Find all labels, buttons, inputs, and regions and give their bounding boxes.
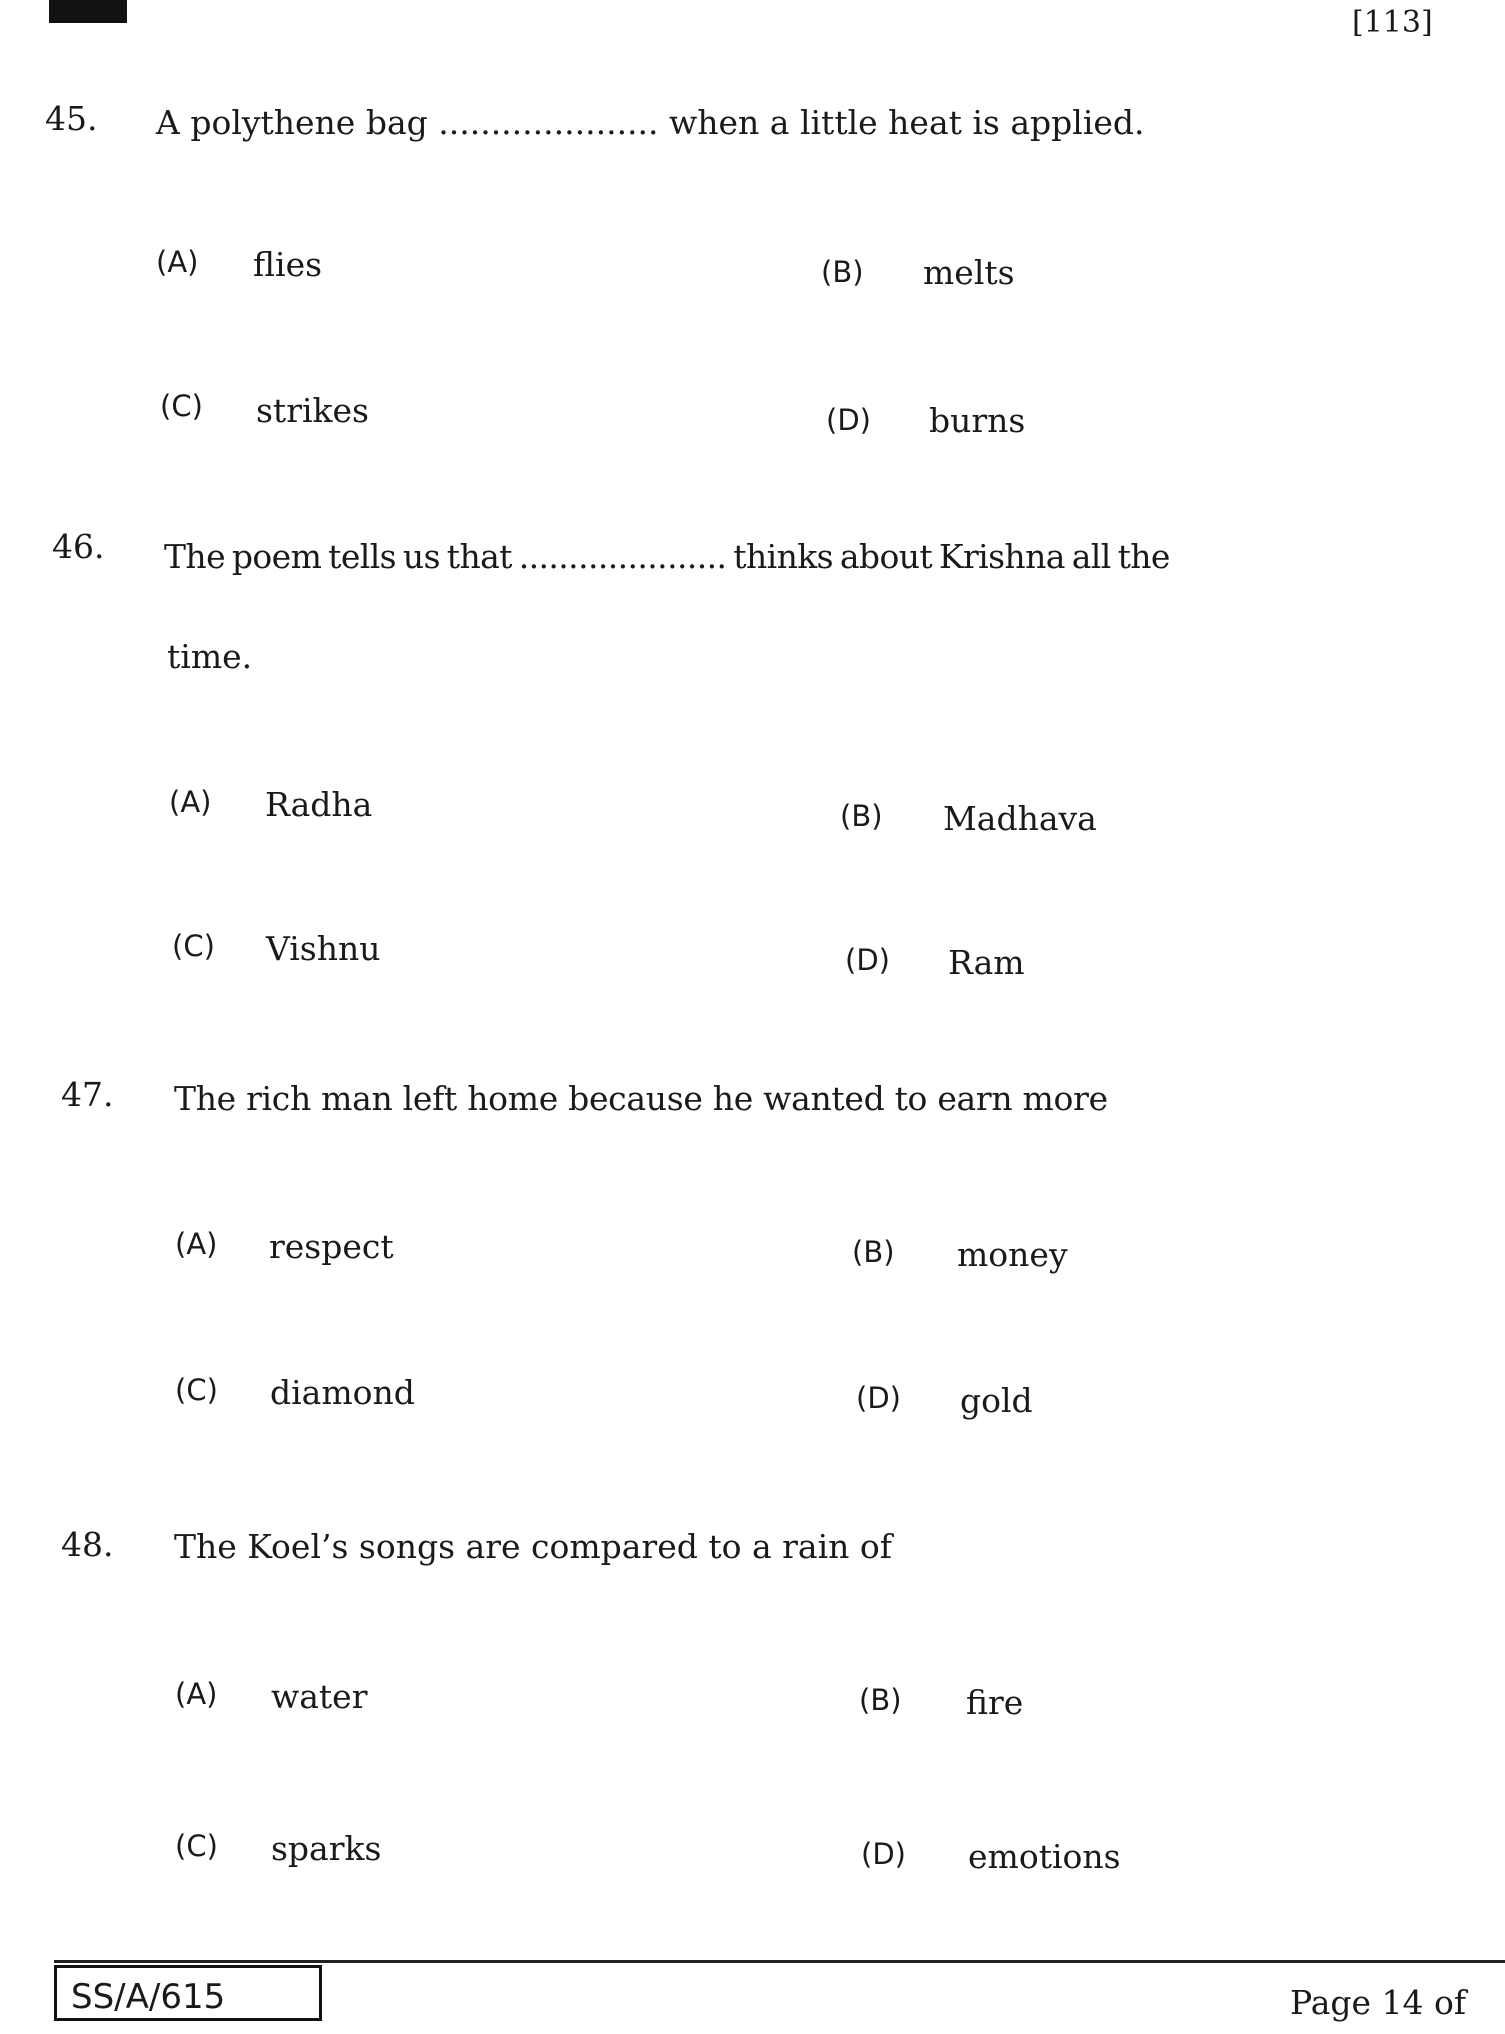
- option-text: water: [271, 1677, 368, 1716]
- option-label: (A): [175, 1227, 218, 1261]
- option-label: (C): [172, 929, 215, 963]
- option-text: Madhava: [943, 799, 1097, 838]
- option-label: (D): [861, 1837, 906, 1871]
- option-label: (B): [821, 255, 864, 289]
- option-label: (D): [826, 403, 871, 437]
- question-number: 47.: [61, 1075, 114, 1114]
- question-text: The poem tells us that ..................... thinks about Krishna all the: [164, 537, 1170, 576]
- option-label: (C): [175, 1373, 218, 1407]
- question-text-continued: time.: [167, 637, 253, 676]
- option-text: sparks: [271, 1829, 382, 1868]
- question-text: A polythene bag ..................... when a little heat is applied.: [156, 103, 1145, 142]
- option-text: diamond: [270, 1373, 415, 1412]
- footer-rule: [54, 1960, 1505, 1963]
- option-text: Vishnu: [266, 929, 381, 968]
- option-label: (B): [840, 799, 883, 833]
- option-text: melts: [923, 253, 1015, 292]
- option-label: (B): [852, 1235, 895, 1269]
- page-code: [113]: [1352, 5, 1433, 40]
- option-label: (A): [175, 1677, 218, 1711]
- option-label: (B): [859, 1683, 902, 1717]
- paper-code: SS/A/615: [71, 1977, 226, 2017]
- option-text: Ram: [948, 943, 1025, 982]
- question-number: 46.: [52, 527, 105, 566]
- option-text: gold: [960, 1381, 1033, 1420]
- option-label: (A): [169, 785, 212, 819]
- page-number: Page 14 of: [1290, 1983, 1467, 2022]
- option-text: fire: [966, 1683, 1024, 1722]
- option-text: respect: [269, 1227, 394, 1266]
- question-number: 48.: [61, 1525, 114, 1564]
- option-label: (D): [845, 943, 890, 977]
- question-text: The Koel’s songs are compared to a rain of: [174, 1527, 892, 1566]
- option-text: money: [957, 1235, 1068, 1274]
- option-label: (D): [856, 1381, 901, 1415]
- option-text: strikes: [256, 391, 369, 430]
- option-label: (A): [156, 245, 199, 279]
- corner-mark: [49, 0, 127, 23]
- question-text: The rich man left home because he wanted to earn more: [174, 1079, 1108, 1118]
- option-label: (C): [160, 389, 203, 423]
- option-text: Radha: [265, 785, 373, 824]
- paper-code-box: [54, 1965, 322, 2021]
- question-number: 45.: [45, 99, 98, 138]
- option-text: burns: [929, 401, 1026, 440]
- option-text: flies: [253, 245, 323, 284]
- option-text: emotions: [968, 1837, 1121, 1876]
- option-label: (C): [175, 1829, 218, 1863]
